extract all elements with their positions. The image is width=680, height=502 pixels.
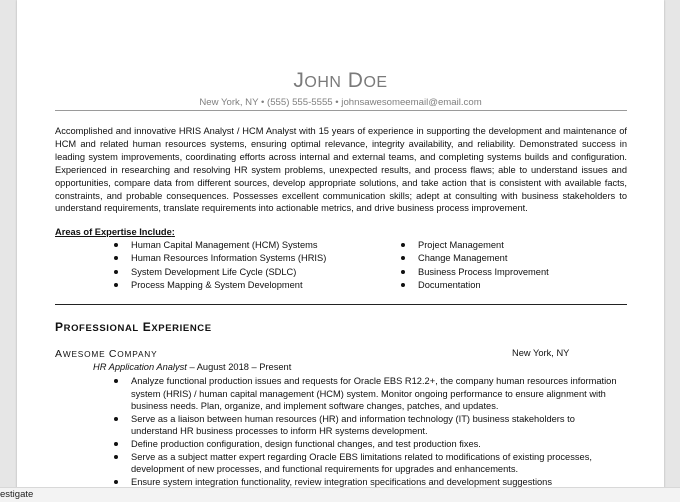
- name-last-initial: D: [347, 69, 364, 92]
- resume-name: [17, 69, 664, 93]
- company-name: [55, 348, 157, 360]
- section-title-p: P: [55, 320, 64, 334]
- expertise-heading: [55, 227, 175, 237]
- company-a: A: [55, 348, 63, 360]
- list-item: Process Mapping & System Development: [114, 279, 326, 292]
- status-text: estigate: [0, 489, 34, 500]
- company-wesome: WESOME: [62, 349, 106, 359]
- status-bar: [0, 487, 680, 502]
- expertise-list-left: [114, 239, 326, 293]
- job-title: HR Application Analyst: [93, 362, 187, 372]
- expertise-heading-colon: :: [171, 227, 175, 237]
- list-item: Serve as a subject matter expert regarding Oracle EBS limitations related to modifications of existing processes, development of new processes, and functional requirements for upgrades and enhancements.: [114, 451, 619, 476]
- list-item: Human Resources Information Systems (HRIS): [114, 252, 326, 265]
- list-item: Documentation: [401, 279, 549, 292]
- list-item: Business Process Improvement: [401, 266, 549, 279]
- job-dates: – August 2018 – Present: [186, 362, 292, 372]
- list-item: Ensure system integration functionality, review integration specifications and development suggestions: [114, 476, 619, 489]
- section-title-e: E: [142, 320, 152, 334]
- list-item: Analyze functional production issues and requests for Oracle EBS R12.2+, the company human resources information system (HRIS) / human capital management (HCM) system. Monitor ongoing performance to ensure alignment with business needs. Plan, organize, and implement software changes, patches, and updates.: [114, 375, 619, 413]
- list-item: Serve as a liaison between human resources (HR) and information technology (IT) business stakeholders to understand HR business processes to inform HR systems development.: [114, 413, 619, 438]
- company-location: New York, NY: [512, 348, 570, 358]
- contact-line: New York, NY • (555) 555-5555 • johnsawesomeemail@email.com: [199, 97, 482, 108]
- list-item: Project Management: [401, 239, 549, 252]
- company-c: C: [108, 348, 118, 360]
- list-item: Human Capital Management (HCM) Systems: [114, 239, 326, 252]
- name-first-initial: J: [293, 69, 305, 92]
- name-last-rest: OE: [363, 74, 388, 91]
- list-item: System Development Life Cycle (SDLC): [114, 266, 326, 279]
- header-divider: [55, 110, 627, 111]
- summary-paragraph: Accomplished and innovative HRIS Analyst / HCM Analyst with 15 years of experience in supporting the development and maintenance of HCM and related human resources systems, ensuring optimal relevance, integrity availability, and reliability. Demonstrated success in leading system improvements, coordinating efforts across internal and external teams, and completing systems builds and configuration. Experienced in researching and resolving HR system problems, unexpected results, and process flaws; able to understand issues and opportunities, compare data from different sources, develop appropriate solutions, and take action that is consistent with available facts, constraints, and probable consequences. Possesses excellent communication skills; adept at consulting with business stakeholders to understand requirements, translate requirements into actionable metrics, and drive business process improvement.: [55, 126, 627, 214]
- expertise-list-right: [401, 239, 549, 293]
- document-page: [17, 0, 664, 502]
- list-item: Define production configuration, design functional changes, and test production fixes.: [114, 438, 619, 451]
- section-title-xperience: XPERIENCE: [151, 323, 212, 334]
- duties-list: [114, 375, 619, 488]
- job-line: [93, 362, 291, 372]
- list-item: Change Management: [401, 252, 549, 265]
- section-title-experience: [55, 320, 212, 334]
- expertise-heading-text: Areas of Expertise Include: [55, 227, 172, 237]
- section-title-rofessional: ROFESSIONAL: [63, 323, 139, 334]
- company-ompany: OMPANY: [117, 349, 158, 359]
- section-divider: [55, 304, 627, 305]
- name-first-rest: OHN: [304, 74, 342, 91]
